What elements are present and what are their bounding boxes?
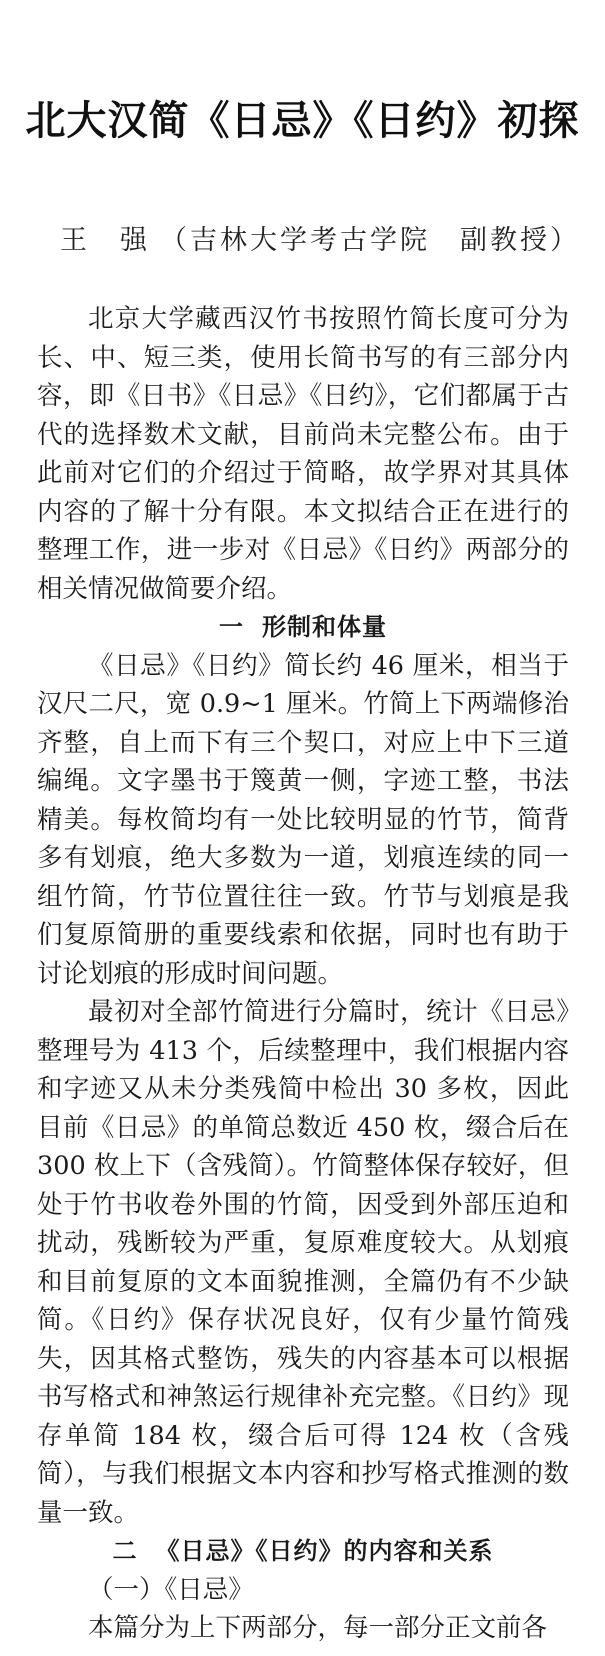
section2-paragraph-1: 本篇分为上下两部分，每一部分正文前各 bbox=[88, 1613, 548, 1643]
section-heading-2 bbox=[37, 1532, 569, 1571]
article-title: 北大汉简《日忌》《日约》初探 bbox=[25, 97, 580, 144]
section1-paragraph-1: 《日忌》《日约》简长约 46 厘米，相当于汉尺二尺，宽 0.9~1 厘米。竹简上下两端修治齐整，自上而下有三个契口，对应上中下三道编绳。文字墨书于篾黄一侧，字迹工整，书法精美。每枚简均有一处比较明显的竹节，简背多有划痕，绝大多数为一道，划痕连续的同一组竹简，竹节位置往往一致。竹节与划痕是我们复原简册的重要线索和依据，同时也有助于讨论划痕的形成时间问题。 bbox=[37, 650, 569, 989]
article-body bbox=[37, 300, 569, 1648]
section-number-1: 一 bbox=[219, 613, 244, 641]
section-title-2: 《日忌》《日约》的内容和关系 bbox=[155, 1537, 494, 1565]
section-title-1: 形制和体量 bbox=[262, 613, 387, 641]
subsection-heading: （一）《日忌》 bbox=[88, 1574, 254, 1605]
section1-paragraph-2: 最初对全部竹简进行分篇时，统计《日忌》整理号为 413 个，后续整理中，我们根据内容和字迹又从未分类残简中检出 30 多枚，因此目前《日忌》的单简总数近 450 枚，缀合后在 300 枚上下（含残简）。竹简整体保存较好，但处于竹书收卷外围的竹简，因受到外部压迫和扰动，残断较为严重，复原难度较大。从划痕和目前复原的文本面貌推测，全篇仍有不少缺简。《日约》保存状况良好，仅有少量竹简残失，因其格式整饬，残失的内容基本可以根据书写格式和神煞运行规律补充完整。《日约》现存单简 184 枚，缀合后可得 124 枚（含残简），与我们根据文本内容和抄写格式推测的数量一致。 bbox=[37, 997, 569, 1528]
author-affiliation: （吉林大学考古学院 副教授） bbox=[160, 225, 580, 256]
author-line bbox=[60, 218, 580, 257]
section-number-2: 二 bbox=[112, 1537, 138, 1565]
section-heading-1 bbox=[37, 608, 569, 647]
author-name: 王 强 bbox=[60, 225, 150, 256]
intro-paragraph: 北京大学藏西汉竹书按照竹简长度可分为长、中、短三类，使用长简书写的有三部分内容，即《日书》《日忌》《日约》，它们都属于古代的选择数术文献，目前尚未完整公布。由于此前对它们的介绍过于简略，故学界对其具体内容的了解十分有限。本文拟结合正在进行的整理工作，进一步对《日忌》《日约》两部分的相关情况做简要介绍。 bbox=[37, 304, 569, 604]
